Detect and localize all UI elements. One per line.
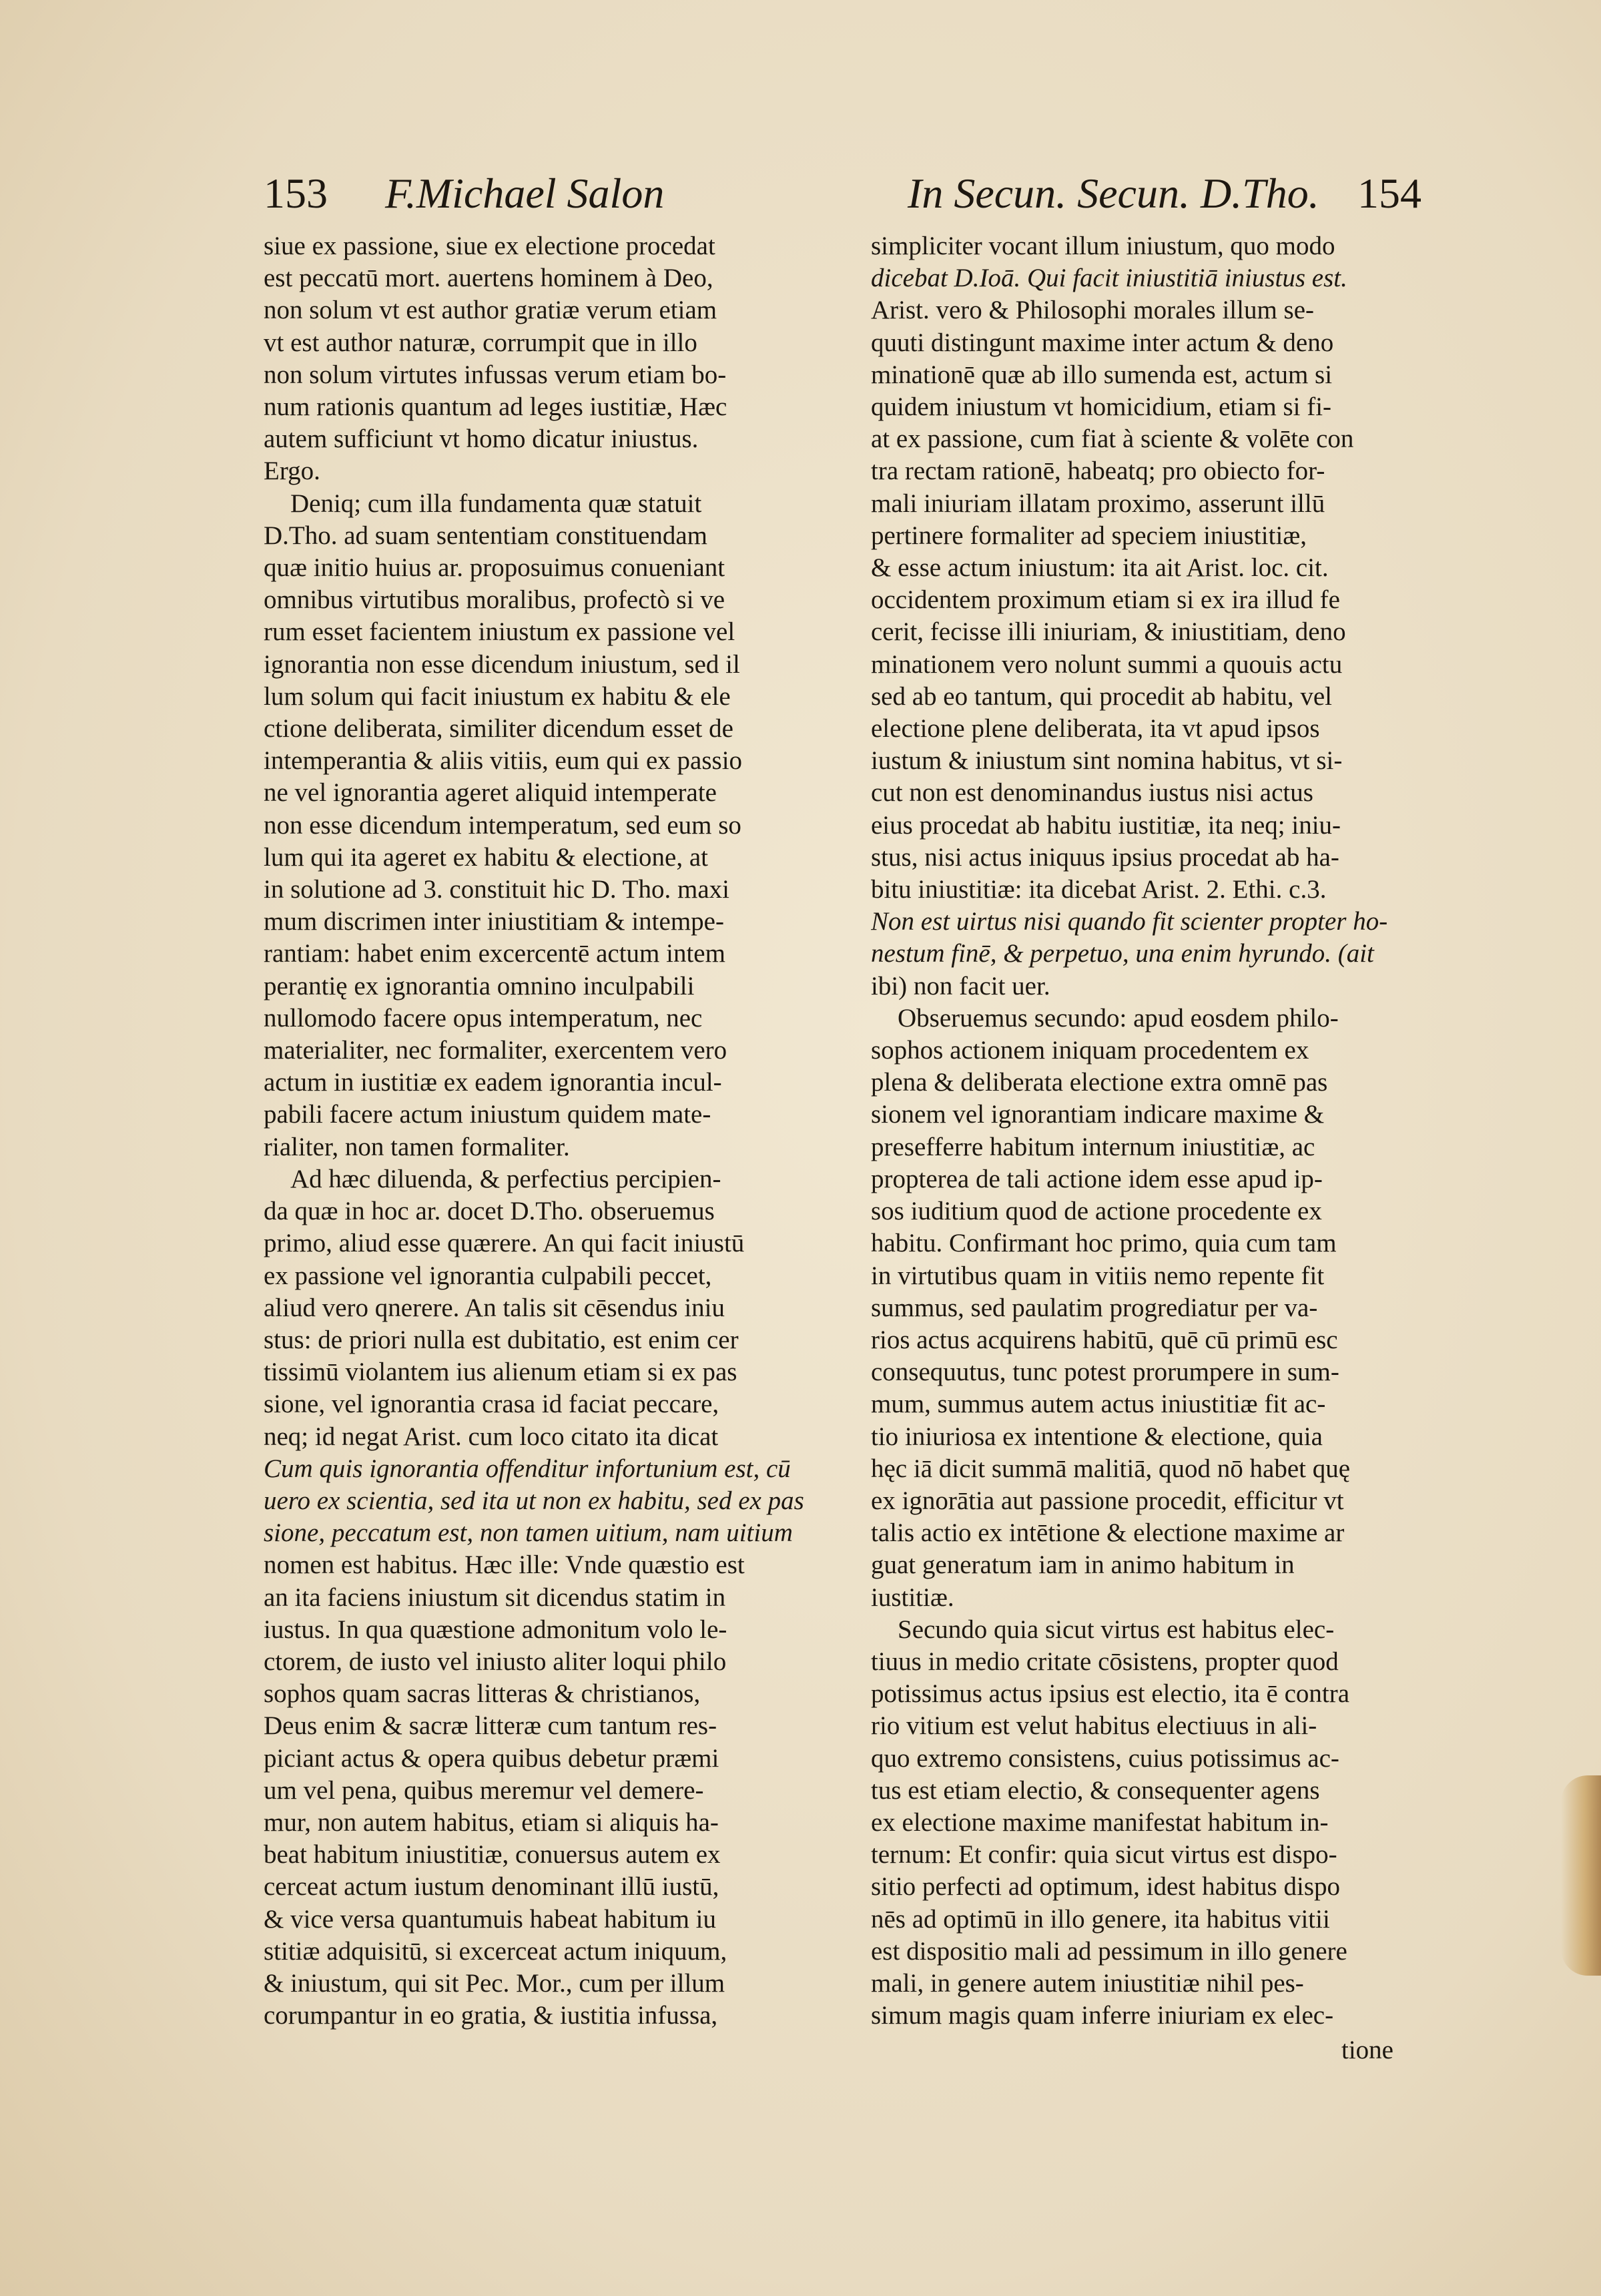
text-line: Ergo. — [264, 457, 320, 486]
text-line: ex electione maxime manifestat habitum in- — [871, 1807, 1329, 1837]
text-line: minationē quæ ab illo sumenda est, actum si — [871, 360, 1333, 389]
text-line: mali iniuriam illatam proximo, asserunt illū — [871, 489, 1325, 518]
text-line: eius procedat ab habitu iustitiæ, ita neq; iniu- — [871, 810, 1341, 840]
catchword: tione — [1341, 2036, 1393, 2064]
text-line: rio vitium est velut habitus electiuus in ali- — [871, 1711, 1317, 1741]
text-line: presefferre habitum internum iniustitiæ, ac — [871, 1132, 1315, 1161]
text-line: simum magis quam inferre iniuriam ex elec- — [871, 2001, 1334, 2030]
left-page-header — [264, 167, 831, 220]
text-line: Deniq; cum illa fundamenta quæ statuit — [290, 489, 702, 518]
text-line: D.Tho. ad suam sententiam constituendam — [264, 521, 708, 550]
text-line: Non est uirtus nisi quando fit scienter propter ho- — [871, 907, 1388, 936]
text-line: sitio perfecti ad optimum, idest habitus dispo — [871, 1872, 1340, 1902]
text-line: ex passione vel ignorantia culpabili peccet, — [264, 1261, 712, 1290]
text-line: aliud vero qnerere. An talis sit cēsendus iniu — [264, 1293, 725, 1322]
text-line: quuti distingunt maxime inter actum & deno — [871, 328, 1334, 357]
text-line: Arist. vero & Philosophi morales illum se- — [871, 296, 1315, 325]
text-line: bitu iniustitiæ: ita dicebat Arist. 2. Ethi. c.3. — [871, 875, 1327, 904]
text-line: talis actio ex intētione & electione maxime ar — [871, 1518, 1345, 1548]
text-line: minationem vero nolunt summi a quouis actu — [871, 649, 1343, 679]
text-line: pertinere formaliter ad speciem iniustitiæ, — [871, 521, 1307, 550]
text-line: ctione deliberata, similiter dicendum esset de — [264, 714, 733, 744]
text-line: stitiæ adquisitū, si excerceat actum iniquum, — [264, 1936, 727, 1966]
text-line: simpliciter vocant illum iniustum, quo modo — [871, 232, 1335, 260]
text-line: ctorem, de iusto vel iniusto aliter loqui philo — [264, 1647, 727, 1676]
text-line: sione, peccatum est, non tamen uitium, nam uitium — [264, 1518, 793, 1548]
text-line: an ita faciens iniustum sit dicendus statim in — [264, 1583, 726, 1612]
text-line: nullomodo facere opus intemperatum, nec — [264, 1003, 703, 1033]
text-line: potissimus actus ipsius est electio, ita ē contra — [871, 1679, 1350, 1709]
text-line: in virtutibus quam in vitiis nemo repente fit — [871, 1261, 1325, 1290]
text-line: pabili facere actum iniustum quidem mate- — [264, 1100, 711, 1129]
left-text-column — [264, 230, 811, 2032]
text-line: autem sufficiunt vt homo dicatur iniustus. — [264, 424, 699, 454]
text-line: Cum quis ignorantia offenditur infortunium est, cū — [264, 1454, 791, 1483]
text-line: sed ab eo tantum, qui procedit ab habitu, vel — [871, 681, 1332, 711]
text-line: vt est author naturæ, corrumpit que in illo — [264, 328, 697, 357]
text-line: sione, vel ignorantia crasa id faciat peccare, — [264, 1390, 719, 1419]
text-line: habitu. Confirmant hoc primo, quia cum tam — [871, 1229, 1337, 1258]
text-line: sos iuditium quod de actione procedente ex — [871, 1197, 1322, 1226]
text-line: nomen est habitus. Hæc ille: Vnde quæstio est — [264, 1550, 745, 1580]
text-line: siue ex passione, siue ex electione procedat — [264, 232, 715, 260]
text-line: consequutus, tunc potest prorumpere in sum- — [871, 1358, 1339, 1387]
text-line: actum in iustitiæ ex eadem ignorantia incul- — [264, 1068, 722, 1097]
text-line: est peccatū mort. auertens hominem à Deo, — [264, 264, 713, 293]
text-line: num rationis quantum ad leges iustitiæ, Hæc — [264, 392, 727, 422]
text-line: nēs ad optimū in illo genere, ita habitus vitii — [871, 1904, 1330, 1934]
text-line: tissimū violantem ius alienum etiam si ex pas — [264, 1358, 737, 1387]
text-line: primo, aliud esse quærere. An qui facit iniustū — [264, 1229, 745, 1258]
text-line: stus, nisi actus iniquus ipsius procedat ab ha- — [871, 842, 1339, 872]
text-line: dicebat D.Ioā. Qui facit iniustitiā iniustus est. — [871, 264, 1347, 293]
left-running-title: F.Michael Salon — [385, 170, 665, 217]
right-running-title: In Secun. Secun. D.Tho. — [908, 170, 1319, 217]
text-line: mali, in genere autem iniustitiæ nihil pes- — [871, 1968, 1304, 1998]
text-line: guat generatum iam in animo habitum in — [871, 1550, 1295, 1580]
right-page-number: 154 — [1357, 170, 1421, 217]
text-line: sionem vel ignorantiam indicare maxime & — [871, 1100, 1325, 1129]
text-line: cerit, fecisse illi iniuriam, & iniustitiam, deno — [871, 617, 1346, 647]
text-line: ex ignorātia aut passione procedit, efficitur vt — [871, 1486, 1344, 1515]
text-line: non esse dicendum intemperatum, sed eum so — [264, 810, 741, 840]
text-line: & esse actum iniustum: ita ait Arist. loc. cit. — [871, 553, 1329, 583]
text-line: stus: de priori nulla est dubitatio, est enim cer — [264, 1325, 739, 1354]
text-line: Deus enim & sacræ litteræ cum tantum res- — [264, 1711, 717, 1741]
text-line: lum qui ita ageret ex habitu & electione, at — [264, 842, 709, 872]
text-line: perantię ex ignorantia omnino inculpabili — [264, 971, 695, 1000]
text-line: rantiam: habet enim excercentē actum intem — [264, 939, 725, 968]
text-line: iustus. In qua quæstione admonitum volo le- — [264, 1615, 727, 1644]
text-line: intemperantia & aliis vitiis, eum qui ex passio — [264, 746, 743, 776]
text-line: materialiter, nec formaliter, exercentem vero — [264, 1036, 727, 1065]
text-line: corumpantur in eo gratia, & iustitia infussa, — [264, 2001, 718, 2030]
text-line: est dispositio mali ad pessimum in illo genere — [871, 1936, 1347, 1966]
text-line: hęc iā dicit summā malitiā, quod nō habet quę — [871, 1454, 1351, 1483]
text-line: ignorantia non esse dicendum iniustum, sed il — [264, 649, 740, 679]
text-line: tio iniuriosa ex intentione & electione, quia — [871, 1422, 1323, 1451]
text-line: cut non est denominandus iustus nisi actus — [871, 778, 1313, 808]
text-line: piciant actus & opera quibus debetur præmi — [264, 1743, 719, 1773]
right-text-column — [871, 230, 1418, 2032]
right-page-header — [908, 167, 1421, 220]
text-line: mum, summus autem actus iniustitiæ fit ac- — [871, 1390, 1326, 1419]
text-line: Obseruemus secundo: apud eosdem philo- — [898, 1003, 1339, 1033]
text-line: sophos actionem iniquam procedentem ex — [871, 1036, 1309, 1065]
text-line: ne vel ignorantia ageret aliquid intemperate — [264, 778, 717, 808]
text-line: propterea de tali actione idem esse apud ip- — [871, 1164, 1323, 1193]
text-line: ibi) non facit uer. — [871, 971, 1050, 1000]
text-line: tus est etiam electio, & consequenter agens — [871, 1775, 1320, 1805]
text-line: ternum: Et confir: quia sicut virtus est dispo- — [871, 1840, 1337, 1870]
text-line: summus, sed paulatim progrediatur per va- — [871, 1293, 1318, 1322]
text-line: occidentem proximum etiam si ex ira illud fe — [871, 585, 1340, 615]
text-line: um vel pena, quibus meremur vel demere- — [264, 1775, 704, 1805]
text-line: non solum virtutes infussas verum etiam bo- — [264, 360, 727, 389]
text-line: da quæ in hoc ar. docet D.Tho. obseruemus — [264, 1197, 715, 1226]
text-line: tra rectam rationē, habeatq; pro obiecto for- — [871, 457, 1325, 486]
text-line: rialiter, non tamen formaliter. — [264, 1132, 570, 1161]
text-line: rum esset facientem iniustum ex passione vel — [264, 617, 735, 647]
text-line: neq; id negat Arist. cum loco citato ita dicat — [264, 1422, 719, 1451]
text-line: beat habitum iniustitiæ, conuersus autem ex — [264, 1840, 721, 1870]
text-line: mur, non autem habitus, etiam si aliquis ha- — [264, 1807, 719, 1837]
text-line: quidem iniustum vt homicidium, etiam si fi- — [871, 392, 1332, 422]
text-line: electione plene deliberata, ita vt apud ipsos — [871, 714, 1320, 744]
text-line: sophos quam sacras litteras & christianos, — [264, 1679, 701, 1709]
text-line: & vice versa quantumuis habeat habitum iu — [264, 1904, 716, 1934]
text-line: cerceat actum iustum denominant illū iustū, — [264, 1872, 719, 1902]
text-line: Ad hæc diluenda, & perfectius percipien- — [290, 1164, 721, 1193]
text-line: omnibus virtutibus moralibus, profectò si ve — [264, 585, 725, 615]
text-line: iustum & iniustum sint nomina habitus, vt si- — [871, 746, 1343, 776]
text-line: plena & deliberata electione extra omnē pas — [871, 1068, 1328, 1097]
page-edge-stain — [1561, 1775, 1601, 1976]
left-page-number: 153 — [264, 170, 328, 217]
text-line: in solutione ad 3. constituit hic D. Tho. maxi — [264, 875, 729, 904]
text-line: non solum vt est author gratiæ verum etiam — [264, 296, 717, 325]
text-line: quo extremo consistens, cuius potissimus ac- — [871, 1743, 1339, 1773]
text-line: at ex passione, cum fiat à sciente & volēte con — [871, 424, 1354, 454]
text-line: uero ex scientia, sed ita ut non ex habitu, sed ex pas — [264, 1486, 804, 1515]
text-line: rios actus acquirens habitū, quē cū primū esc — [871, 1325, 1338, 1354]
text-line: Secundo quia sicut virtus est habitus elec- — [898, 1615, 1335, 1644]
text-line: iustitiæ. — [871, 1583, 954, 1612]
text-line: quæ initio huius ar. proposuimus conueniant — [264, 553, 725, 583]
text-line: lum solum qui facit iniustum ex habitu & ele — [264, 681, 731, 711]
text-line: tiuus in medio critate cōsistens, propter quod — [871, 1647, 1339, 1676]
text-line: & iniustum, qui sit Pec. Mor., cum per illum — [264, 1968, 725, 1998]
text-line: nestum finē, & perpetuo, una enim hyrundo. (ait — [871, 939, 1374, 968]
text-line: mum discrimen inter iniustitiam & intempe- — [264, 907, 724, 936]
